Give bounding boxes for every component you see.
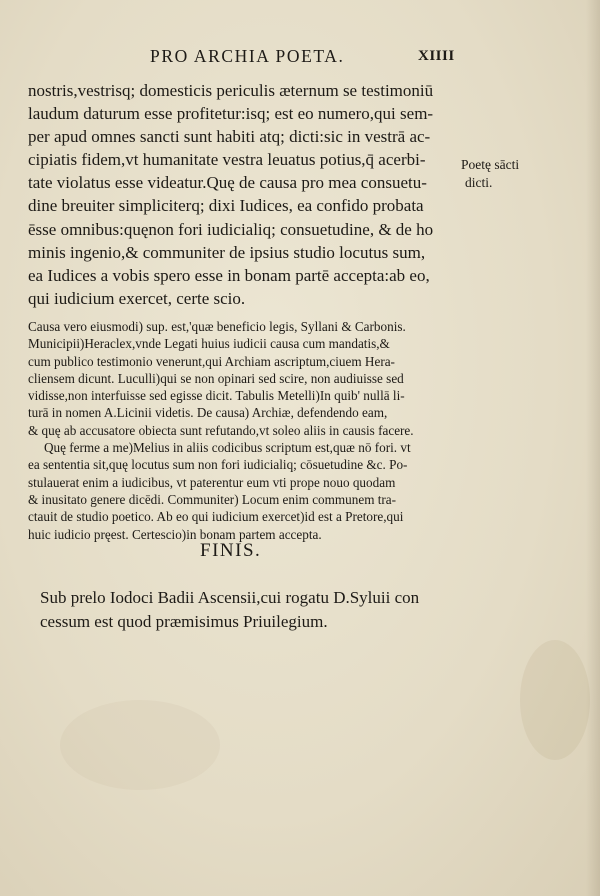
commentary-line: ea sententia sit,quę locutus sum non fori iudicialiq; cōsuetudine &c. Po- [28, 457, 408, 473]
commentary-line: Quę ferme a me)Melius in aliis codicibus scriptum est,quæ nō fori. vt [44, 440, 411, 456]
running-title: PRO ARCHIA POETA. [150, 46, 345, 66]
commentary-line: Causa vero eiusmodi) sup. est,'quæ beneficio legis, Syllani & Carbonis. [28, 319, 406, 334]
text-line: cipiatis fidem,vt humanitate vestra leuatus potius,q̄ acerbi- [28, 150, 426, 170]
colophon-line: Sub prelo Iodoci Badii Ascensii,cui rogatu D.Syluii con [40, 588, 420, 607]
page-edge-shadow [586, 0, 600, 896]
commentary-line: & inusitato genere dicēdi. Communiter) Locum enim communem tra- [28, 491, 397, 507]
commentary-line: vidisse,non interfuisse sed egisse dicit. Tabulis Metelli)In quib' nullā li- [28, 388, 405, 404]
commentary-line: cum publico testimonio venerunt,qui Archiam ascriptum,ciuem Hera- [28, 353, 395, 369]
colophon [40, 586, 480, 634]
text-line: qui iudicium exercet, certe scio. [28, 288, 246, 308]
paper-stain [60, 700, 220, 790]
marginal-note-line: Poetę sācti [461, 157, 520, 172]
text-line: ēsse omnibus:quęnon fori iudicialiq; consuetudine, & de ho [28, 219, 434, 239]
text-line: per apud omnes sancti sunt habiti atq; dicti:sic in vestrā ac- [28, 127, 431, 147]
commentary-line: huic iudicio pręest. Certescio)in bonam partem accepta. [28, 526, 322, 542]
main-text-block [28, 79, 458, 310]
commentary-line: cliensem dicunt. Luculli)qui se non opinari sed scire, non audiuisse sed [28, 370, 404, 386]
text-line: dine breuiter simpliciterq; dixi Iudices, ea confido probata [28, 196, 424, 216]
commentary-line: turā in nomen A.Licinii videtis. De causa) Archiæ, defendendo eam, [28, 405, 388, 421]
marginal-note [461, 156, 531, 192]
text-line: laudum daturum esse profitetur:isq; est eo numero,qui sem- [28, 104, 434, 124]
commentary-line: stulauerat enim a iudicibus, vt paterentur eum vti prope nouo quodam [28, 474, 396, 490]
page-header [0, 46, 600, 70]
folio-number: XIIII [418, 48, 455, 64]
text-line: minis ingenio,& communiter de ipsius studio locutus sum, [28, 242, 426, 262]
text-line: nostris,vestrisq; domesticis periculis æternum se testimoniū [28, 81, 434, 100]
finis-heading: FINIS. [200, 540, 262, 561]
marginal-note-line: dicti. [465, 175, 493, 190]
commentary-line: Municipii)Heraclex,vnde Legati huius iudicii causa cum mandatis,& [28, 336, 390, 352]
text-line: ea Iudices a vobis spero esse in bonam partē accepta:ab eo, [28, 265, 430, 285]
commentary-line: ctauit de studio poetico. Ab eo qui iudicium exercet)id est a Pretore,qui [28, 509, 404, 525]
text-line: tate violatus esse videatur.Quę de causa pro mea consuetu- [28, 173, 427, 193]
commentary-line: & quę ab accusatore obiecta sunt refutando,vt soleo aliis in causis facere. [28, 422, 414, 438]
commentary-block [28, 318, 458, 543]
colophon-line: cessum est quod præmisimus Priuilegium. [40, 612, 328, 631]
paper-stain [520, 640, 590, 760]
